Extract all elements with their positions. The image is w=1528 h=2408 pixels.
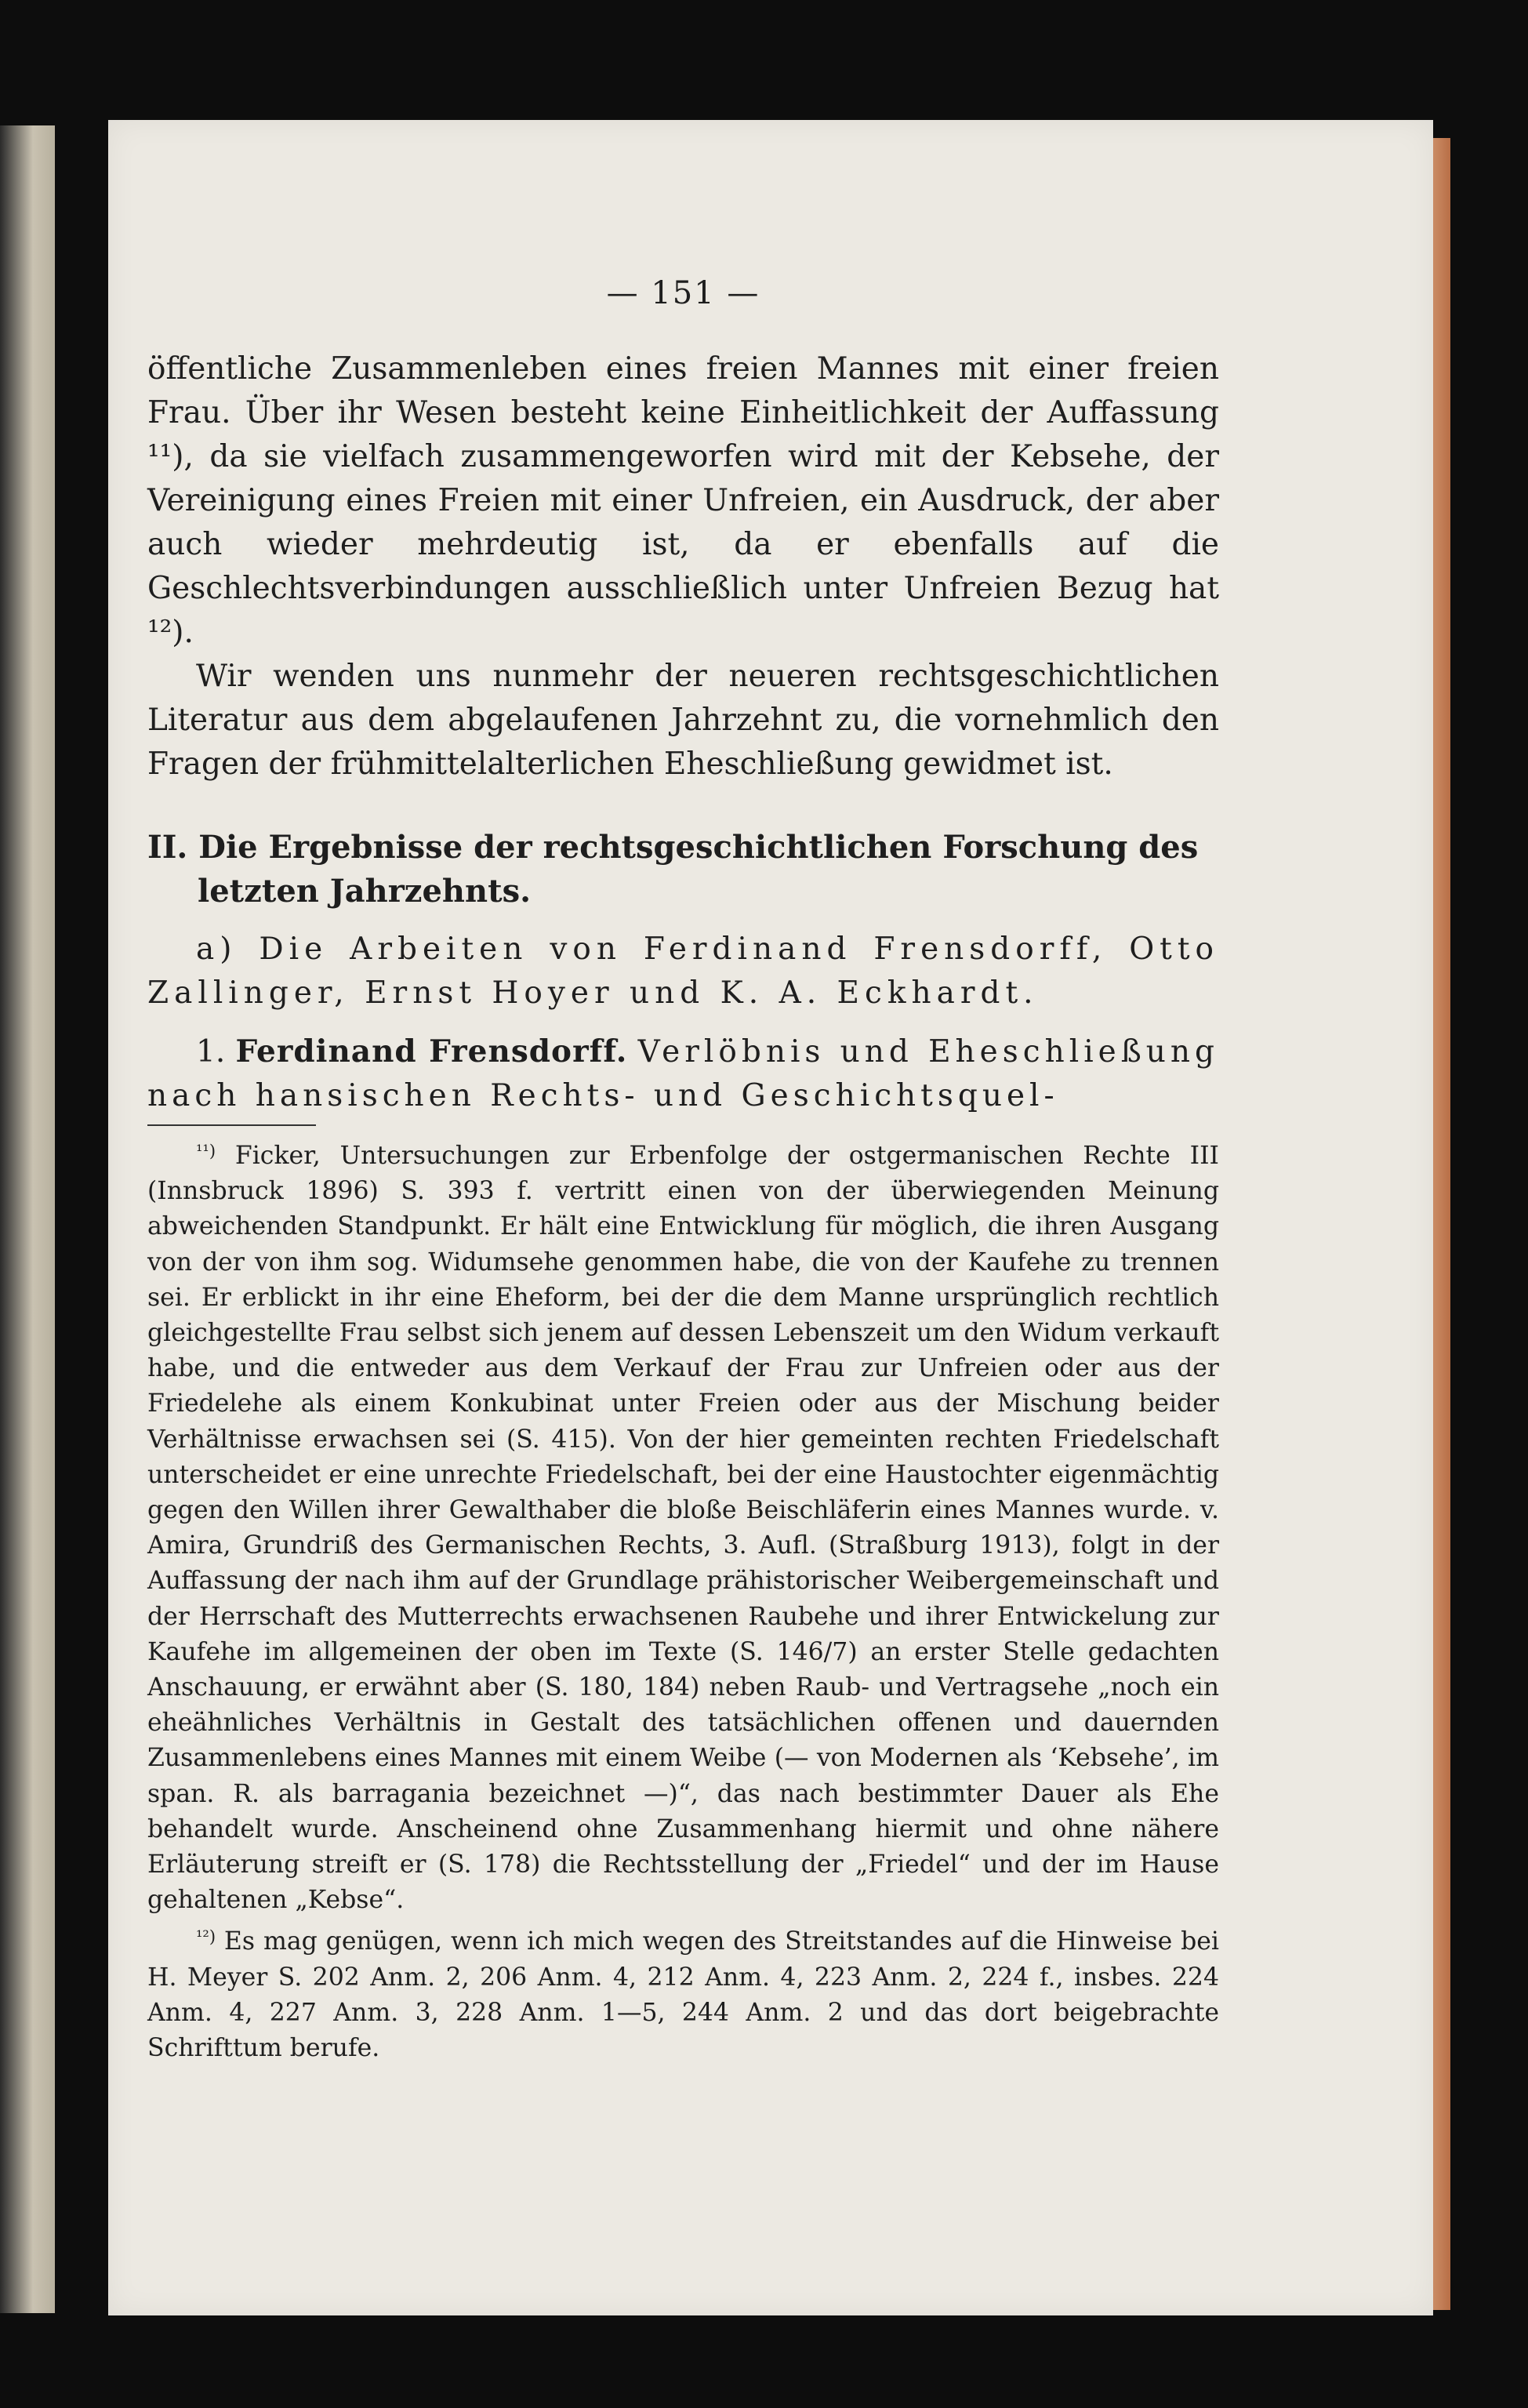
paragraph-1: öffentliche Zusammenleben eines freien Mannes mit einer freien Frau. Über ihr Wesen besteht keine Einheitlichkeit der Auffassung ¹¹), da sie vielfach zusammengeworfen wird mit der Kebsehe, der Vereinigung eines Freien mit einer Unfreien, ein Ausdruck, der aber auch wieder mehrdeutig ist, da er ebenfalls auf die Geschlechtsverbindungen ausschließlich unter Unfreien Bezug hat ¹²).	[147, 351, 1219, 650]
footnote-11-number: ¹¹)	[196, 1142, 216, 1160]
footnote-12	[147, 1919, 1219, 2066]
section-heading: II. Die Ergebnisse der rechtsgeschichtlichen Forschung des letzten Jahrzehnts.	[147, 829, 1199, 910]
body-text	[147, 347, 1219, 2066]
facing-page-edge	[0, 125, 55, 2313]
subsection-heading: a) Die Arbeiten von Ferdinand Frensdorff, Otto Zallinger, Ernst Hoyer und K. A. Eckhardt.	[147, 932, 1219, 1011]
item-number: 1.	[196, 1034, 226, 1070]
footnote-12-text: Es mag genügen, wenn ich mich wegen des Streitstandes auf die Hinweise bei H. Meyer S. 202 Anm. 2, 206 Anm. 4, 212 Anm. 4, 223 Anm. 2, 224 f., insbes. 224 Anm. 4, 227 Anm. 3, 228 Anm. 1—5, 244 Anm. 2 und das dort beigebrachte Schrifttum berufe.	[147, 1927, 1219, 2063]
item-author: Ferdinand Frensdorff.	[235, 1033, 628, 1070]
footnote-rule	[147, 1124, 316, 1126]
book-page	[108, 120, 1433, 2315]
footnote-12-number: ¹²)	[196, 1927, 216, 1947]
footnote-11	[147, 1134, 1219, 1918]
footnote-11-text: Ficker, Untersuchungen zur Erbenfolge der ostgermanischen Rechte III (Innsbruck 1896) S. 393 f. vertritt einen von der überwiegenden Meinung abweichenden Standpunkt. Er hält eine Entwicklung für möglich, die ihren Ausgang von der von ihm sog. Widumsehe genommen habe, die von der Kaufehe zu trennen sei. Er erblickt in ihr eine Eheform, bei der die dem Manne ursprünglich rechtlich gleichgestellte Frau selbst sich jenem auf dessen Lebenszeit um den Widum verkauft habe, und die entweder aus dem Verkauf der Frau zur Unfreien oder aus der Friedelehe als einem Konkubinat unter Freien oder aus der Mischung beider Verhältnisse erwachsen sei (S. 415). Von der hier gemeinten rechten Friedelschaft unterscheidet er eine unrechte Friedelschaft, bei der eine Haustochter eigenmächtig gegen den Willen ihrer Gewalthaber die bloße Beischläferin eines Mannes wurde. v. Amira, Grundriß des Germanischen Rechts, 3. Aufl. (Straßburg 1913), folgt in der Auffassung der nach ihm auf der Grundlage prähistorischer Weibergemeinschaft und der Herrschaft des Mutterrechts erwachsenen Raubehe und ihrer Entwickelung zur Kaufehe im allgemeinen der oben im Texte (S. 146/7) an erster Stelle gedachten Anschauung, er erwähnt aber (S. 180, 184) neben Raub- und Vertragsehe „noch ein eheähnliches Verhältnis in Gestalt des tatsächlichen offenen und dauernden Zusammenlebens eines Mannes mit einem Weibe (— von Modernen als ‘Kebsehe’, im span. R. als barragania bezeichnet —)“, das nach bestimmter Dauer als Ehe behandelt wurde. Anscheinend ohne Zusammenhang hiermit und ohne nähere Erläuterung streift er (S. 178) die Rechtsstellung der „Friedel“ und der im Hause gehaltenen „Kebse“.	[147, 1142, 1219, 1915]
item-1	[147, 1030, 1219, 1118]
paragraph-2: Wir wenden uns nunmehr der neueren rechtsgeschichtlichen Literatur aus dem abgelaufenen Jahrzehnt zu, die vornehmlich den Fragen der frühmittelalterlichen Eheschließung gewidmet ist.	[147, 659, 1219, 782]
item-title: Verlöbnis und Eheschließung nach hansischen Rechts- und Geschichtsquel-	[147, 1034, 1219, 1113]
page-number: — 151 —	[606, 275, 760, 311]
